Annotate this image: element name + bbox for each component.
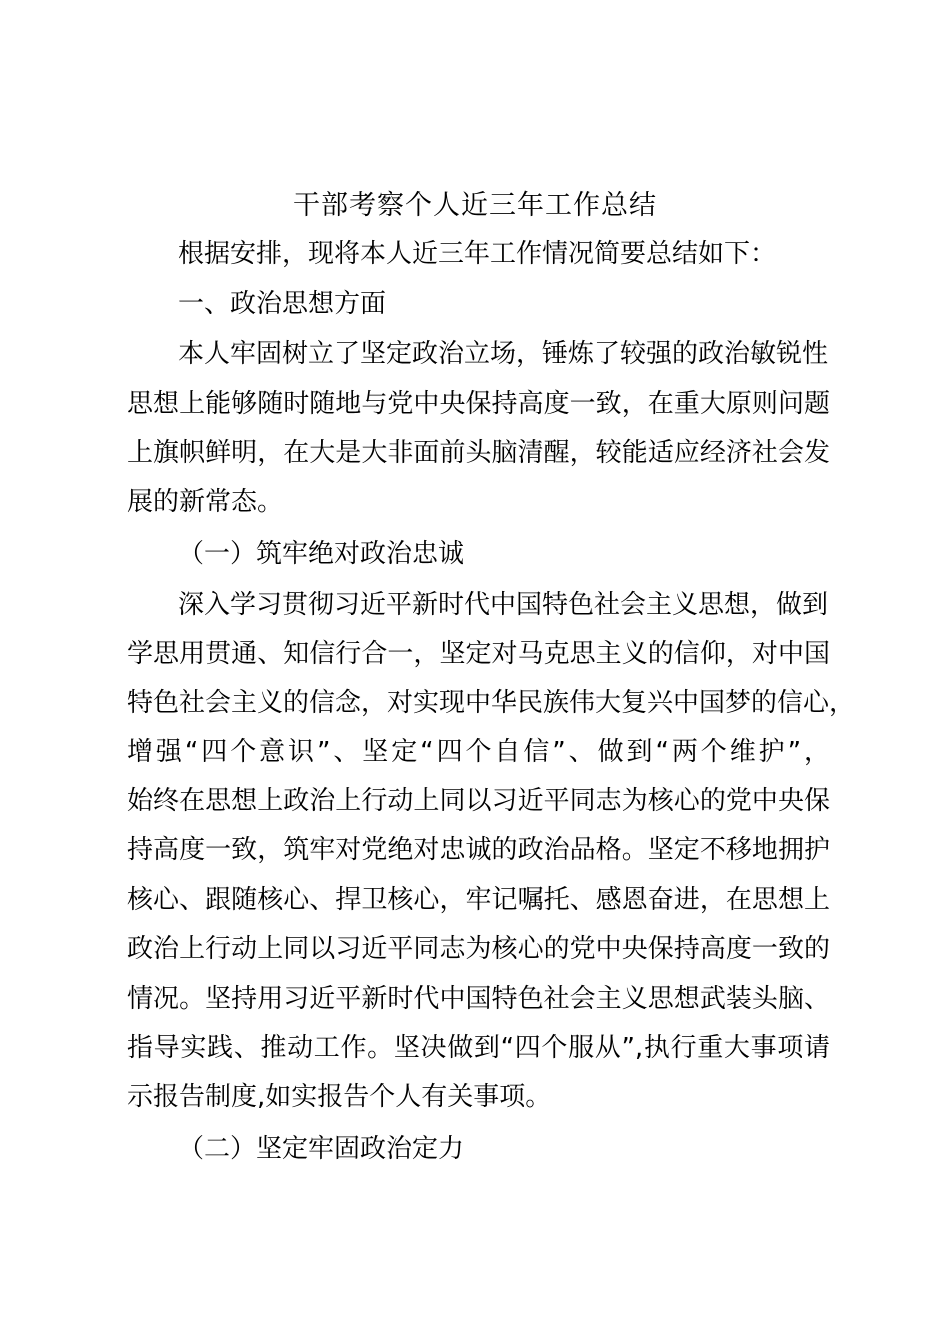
paragraph-line: 政治上行动上同以习近平同志为核心的党中央保持高度一致的 <box>127 934 830 964</box>
paragraph-line: 始终在思想上政治上行动上同以习近平同志为核心的党中央保 <box>127 786 830 816</box>
document-title: 干部考察个人近三年工作总结 <box>293 190 657 221</box>
section-heading-political: 一、政治思想方面 <box>178 289 387 319</box>
paragraph-line: 核心、跟随核心、捍卫核心，牢记嘱托、感恩奋进，在思想上 <box>127 885 830 915</box>
paragraph-line: 深入学习贯彻习近平新时代中国特色社会主义思想，做到 <box>178 590 829 620</box>
paragraph-line: 特色社会主义的信念，对实现中华民族伟大复兴中国梦的信心， <box>127 688 856 718</box>
paragraph-line: 持高度一致，筑牢对党绝对忠诚的政治品格。坚定不移地拥护 <box>127 835 830 865</box>
intro-paragraph: 根据安排，现将本人近三年工作情况简要总结如下： <box>178 239 777 269</box>
paragraph-line: 增强“四个意识”、坚定“四个自信”、做到“两个维护”， <box>127 737 830 767</box>
paragraph-line: 指导实践、推动工作。坚决做到“四个服从”,执行重大事项请 <box>127 1033 830 1063</box>
subsection-heading-loyalty: （一）筑牢绝对政治忠诚 <box>178 539 465 569</box>
paragraph-line: 本人牢固树立了坚定政治立场，锤炼了较强的政治敏锐性 <box>178 339 829 369</box>
paragraph-line: 情况。坚持用习近平新时代中国特色社会主义思想武装头脑、 <box>127 984 830 1014</box>
paragraph-line: 示报告制度,如实报告个人有关事项。 <box>127 1082 552 1112</box>
paragraph-line: 展的新常态。 <box>127 487 284 517</box>
subsection-heading-resolve: （二）坚定牢固政治定力 <box>178 1134 465 1164</box>
paragraph-line: 思想上能够随时随地与党中央保持高度一致，在重大原则问题 <box>127 389 830 419</box>
paragraph-line: 学思用贯通、知信行合一，坚定对马克思主义的信仰，对中国 <box>127 639 830 669</box>
paragraph-line: 上旗帜鲜明，在大是大非面前头脑清醒，较能适应经济社会发 <box>127 438 830 468</box>
